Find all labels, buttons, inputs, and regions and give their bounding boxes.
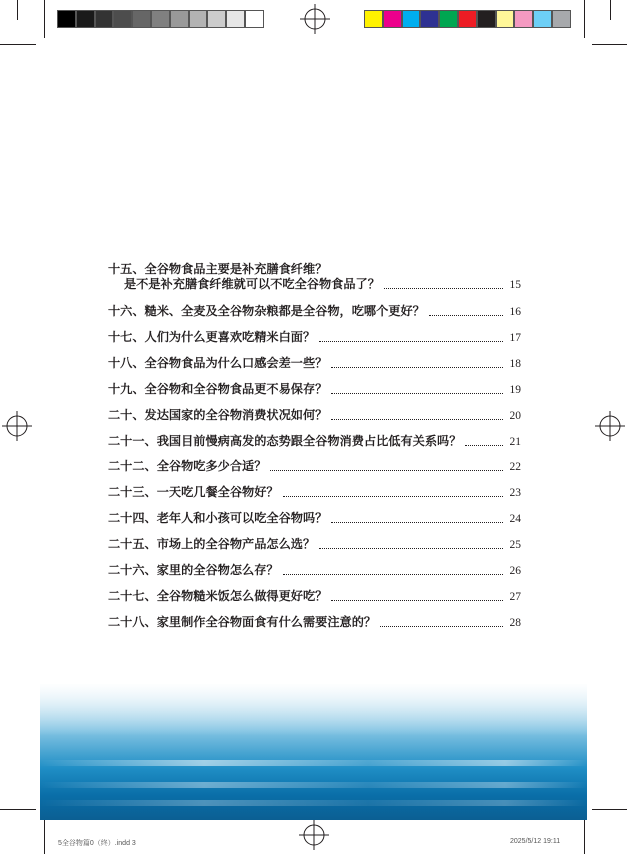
- toc-page-number: 25: [509, 539, 521, 552]
- toc-entry: [108, 613, 521, 633]
- toc-entry-title: 十八、全谷物食品为什么口感会差一些？: [108, 355, 328, 370]
- dot-leader: [319, 547, 503, 549]
- color-swatch: [514, 10, 533, 28]
- toc-entry-title: 二十、发达国家的全谷物消费状况如何？: [108, 407, 328, 422]
- toc-entry: [108, 432, 521, 452]
- toc-page-number: 27: [509, 590, 521, 603]
- dot-leader: [429, 314, 503, 316]
- toc-entry-title: 十六、糙米、全麦及全谷物杂粮都是全谷物，吃哪个更好？: [108, 304, 425, 318]
- toc-entry-title: 十七、人们为什么更喜欢吃精米白面？: [108, 329, 316, 344]
- color-swatch: [170, 10, 189, 28]
- color-swatch: [552, 10, 571, 28]
- color-swatch: [364, 10, 383, 28]
- crop-mark: [584, 0, 585, 38]
- color-swatch: [439, 10, 458, 28]
- dot-leader: [283, 573, 503, 575]
- toc-entry: [108, 380, 521, 400]
- toc-entry-title: 二十六、家里的全谷物怎么存？: [108, 563, 279, 577]
- toc-entry: [108, 535, 521, 555]
- dot-leader: [331, 392, 503, 394]
- crop-mark: [610, 0, 611, 20]
- wave-highlight: [40, 760, 587, 766]
- crop-mark: [17, 0, 18, 20]
- toc-entry-title: 十九、全谷物和全谷物食品更不易保存？: [108, 381, 328, 396]
- toc-entry-title: 二十八、家里制作全谷物面食有什么需要注意的？: [108, 614, 377, 629]
- color-swatch: [132, 10, 151, 28]
- toc-entry: [108, 561, 521, 581]
- crop-mark: [44, 0, 45, 38]
- color-swatch: [477, 10, 496, 28]
- dot-leader: [331, 521, 503, 523]
- toc-page-number: 18: [509, 357, 521, 370]
- dot-leader: [319, 340, 503, 342]
- toc-entry: [108, 302, 521, 322]
- toc-entry: [108, 587, 521, 607]
- dot-leader: [384, 287, 503, 289]
- crop-mark: [592, 44, 627, 45]
- color-swatch: [420, 10, 439, 28]
- toc-entry-15-line1: 十五、全谷物食品主要是补充膳食纤维？: [108, 262, 328, 276]
- toc-page-number: 19: [509, 383, 521, 396]
- dot-leader: [465, 444, 503, 446]
- crop-mark: [592, 809, 627, 810]
- crop-mark: [584, 816, 585, 854]
- color-swatch: [95, 10, 114, 28]
- color-swatch: [189, 10, 208, 28]
- dot-leader: [283, 495, 503, 497]
- registration-mark-icon: [300, 4, 330, 34]
- toc-page-number: 15: [509, 279, 521, 291]
- crop-mark: [0, 44, 36, 45]
- dot-leader: [331, 599, 503, 601]
- crop-mark: [0, 809, 36, 810]
- toc-entry-title: 二十五、市场上的全谷物产品怎么选？: [108, 537, 316, 552]
- toc-page-number: 28: [509, 616, 521, 629]
- toc-page-number: 26: [509, 565, 521, 577]
- toc-entry: [108, 457, 521, 477]
- toc-entry: [108, 354, 521, 374]
- toc-entry-title: 二十七、全谷物糙米饭怎么做得更好吃？: [108, 588, 328, 603]
- registration-mark-icon: [595, 411, 625, 441]
- process-color-bar: [364, 10, 571, 28]
- toc-entry-title: 二十二、全谷物吃多少合适？: [108, 459, 267, 474]
- dot-leader: [331, 418, 503, 420]
- wave-highlight: [40, 800, 587, 806]
- toc-page-number: 20: [509, 409, 521, 422]
- wave-highlight: [40, 782, 587, 788]
- toc-page-number: 23: [509, 487, 521, 500]
- slug-filename: 5全谷物篇0（终）.indd 3: [58, 840, 136, 847]
- color-swatch: [458, 10, 477, 28]
- toc-entry-title: 是不是补充膳食纤维就可以不吃全谷物食品了？: [124, 277, 380, 291]
- toc-entry: [108, 483, 521, 503]
- dot-leader: [380, 625, 503, 627]
- dot-leader: [270, 469, 503, 471]
- toc-page-number: 17: [509, 331, 521, 344]
- color-swatch: [207, 10, 226, 28]
- toc-entry-title: 二十一、我国目前慢病高发的态势跟全谷物消费占比低有关系吗？: [108, 433, 462, 448]
- toc-page-number: 16: [509, 306, 521, 318]
- crop-mark: [44, 816, 45, 854]
- toc-entry: [108, 509, 521, 529]
- color-swatch: [383, 10, 402, 28]
- toc-page-number: 24: [509, 513, 521, 526]
- toc-entry-title: 二十四、老年人和小孩可以吃全谷物吗？: [108, 511, 328, 526]
- toc-entry: [108, 328, 521, 348]
- color-swatch: [57, 10, 76, 28]
- toc-entry-15: [124, 275, 521, 295]
- grayscale-color-bar: [57, 10, 264, 28]
- color-swatch: [76, 10, 95, 28]
- color-swatch: [245, 10, 264, 28]
- color-swatch: [402, 10, 421, 28]
- color-swatch: [113, 10, 132, 28]
- toc-page-number: 21: [509, 435, 521, 448]
- color-swatch: [533, 10, 552, 28]
- registration-mark-icon: [2, 411, 32, 441]
- color-swatch: [151, 10, 170, 28]
- dot-leader: [331, 366, 503, 368]
- slug-timestamp: 2025/5/12 19:11: [510, 838, 561, 845]
- toc-entry: [108, 406, 521, 426]
- toc-entry-title: 二十三、一天吃几餐全谷物好？: [108, 485, 279, 500]
- color-swatch: [496, 10, 515, 28]
- registration-mark-icon: [299, 820, 329, 850]
- color-swatch: [226, 10, 245, 28]
- toc-page-number: 22: [509, 461, 521, 474]
